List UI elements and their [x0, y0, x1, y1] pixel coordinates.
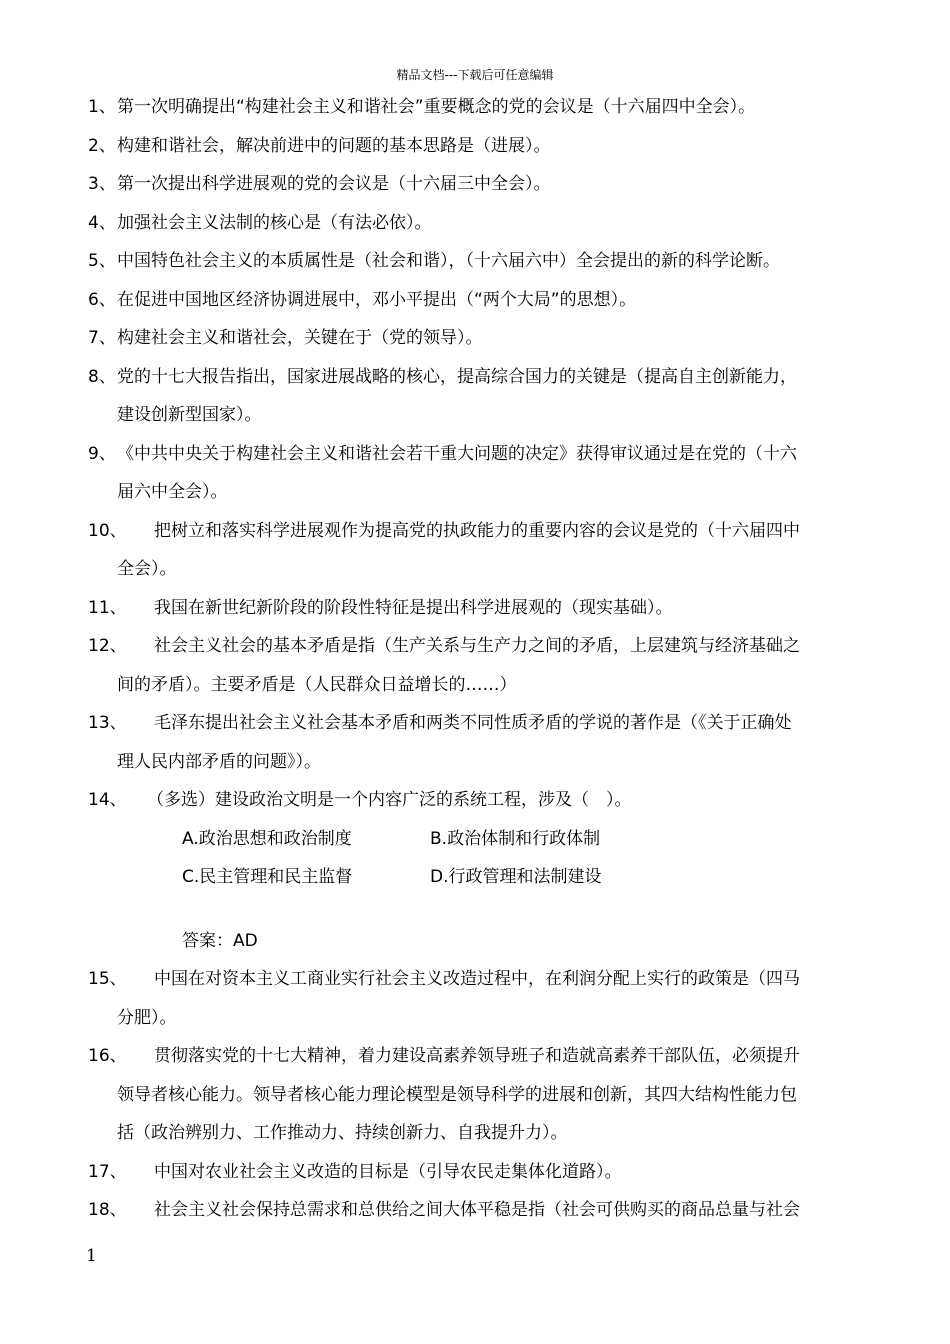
option-b: B.政治体制和行政体制 [430, 828, 601, 849]
item-number: 16、 [88, 1046, 127, 1066]
item-number: 14、 [88, 790, 127, 810]
item-text-line: 毛泽东提出社会主义社会基本矛盾和两类不同性质矛盾的学说的著作是（《关于正确处 [154, 713, 792, 733]
item-text-line: 构建社会主义和谐社会，关键在于（党的领导）。 [117, 328, 483, 348]
option-c: C.民主管理和民主监督 [182, 867, 353, 887]
item-text-line: 第一次明确提出“构建社会主义和谐社会”重要概念的党的会议是（十六届四中全会）。 [117, 97, 756, 117]
item-text-line: 社会主义社会保持总需求和总供给之间大体平稳是指（社会可供购买的商品总量与社会 [154, 1200, 800, 1220]
page-header: 精品文档---下载后可任意编辑 [396, 68, 554, 82]
option-a: A.政治思想和政治制度 [182, 828, 352, 849]
item-number: 3、 [88, 174, 116, 194]
item-number: 2、 [88, 135, 116, 156]
item-text-line: 中国特色社会主义的本质属性是（社会和谐），（十六届六中）全会提出的新的科学论断。 [117, 251, 780, 271]
item-text-line: 全会）。 [117, 559, 177, 579]
item-text-line: 《中共中央关于构建社会主义和谐社会若干重大问题的决定》获得审议通过是在党的（十六 [117, 443, 797, 464]
item-text-line: 贯彻落实党的十七大精神，着力建设高素养领导班子和造就高素养干部队伍，必须提升 [154, 1046, 800, 1066]
item-text-line: 届六中全会）。 [117, 482, 228, 502]
item-number: 4、 [88, 212, 116, 233]
item-text-line: 分肥）。 [117, 1007, 177, 1028]
item-number: 10、 [88, 520, 127, 541]
item-number: 13、 [88, 713, 127, 733]
item-number: 15、 [88, 969, 127, 989]
item-text-line: 我国在新世纪新阶段的阶段性特征是提出科学进展观的（现实基础）。 [154, 597, 673, 618]
item-number: 7、 [88, 328, 116, 348]
item-text-line: 理人民内部矛盾的问题》）。 [117, 751, 321, 772]
item-number: 5、 [88, 251, 116, 271]
item-number: 17、 [88, 1161, 127, 1182]
item-number: 11、 [88, 597, 127, 618]
item-number: 18、 [88, 1200, 127, 1220]
item-text-line: 构建和谐社会，解决前进中的问题的基本思路是（进展）。 [117, 135, 551, 156]
item-number: 1、 [88, 97, 116, 117]
item-text-line: 间的矛盾）。主要矛盾是（人民群众日益增长的……） [117, 674, 517, 695]
item-text-line: 加强社会主义法制的核心是（有法必依）。 [117, 212, 432, 233]
item-text-line: 党的十七大报告指出，国家进展战略的核心，提高综合国力的关键是（提高自主创新能力， [117, 366, 797, 387]
item-number: 8、 [88, 366, 116, 387]
item-text-line: 中国在对资本主义工商业实行社会主义改造过程中，在利润分配上实行的政策是（四马 [154, 969, 800, 989]
option-d: D.行政管理和法制建设 [430, 867, 602, 887]
item-text-line: 第一次提出科学进展观的党的会议是（十六届三中全会）。 [117, 174, 551, 194]
item-text-line: 建设创新型国家）。 [117, 405, 262, 425]
page-number: 1 [86, 1246, 97, 1266]
item-text-line: 领导者核心能力。领导者核心能力理论模型是领导科学的进展和创新，其四大结构性能力包 [117, 1084, 797, 1105]
item-text-line: 社会主义社会的基本矛盾是指（生产关系与生产力之间的矛盾，上层建筑与经济基础之 [154, 636, 800, 656]
item-text-line: 把树立和落实科学进展观作为提高党的执政能力的重要内容的会议是党的（十六届四中 [154, 520, 800, 541]
item-number: 12、 [88, 636, 127, 656]
item-number: 6、 [88, 289, 116, 310]
answer-label: 答案：AD [182, 930, 258, 951]
item-number: 9、 [88, 443, 116, 464]
item-text-line: 括（政治辨别力、工作推动力、持续创新力、自我提升力）。 [117, 1123, 568, 1143]
item-text-line: 中国对农业社会主义改造的目标是（引导农民走集体化道路）。 [154, 1161, 622, 1182]
question-14-text: （多选）建设政治文明是一个内容广泛的系统工程，涉及（ ）。 [147, 790, 632, 810]
item-text-line: 在促进中国地区经济协调进展中，邓小平提出（“两个大局”的思想）。 [117, 289, 637, 310]
